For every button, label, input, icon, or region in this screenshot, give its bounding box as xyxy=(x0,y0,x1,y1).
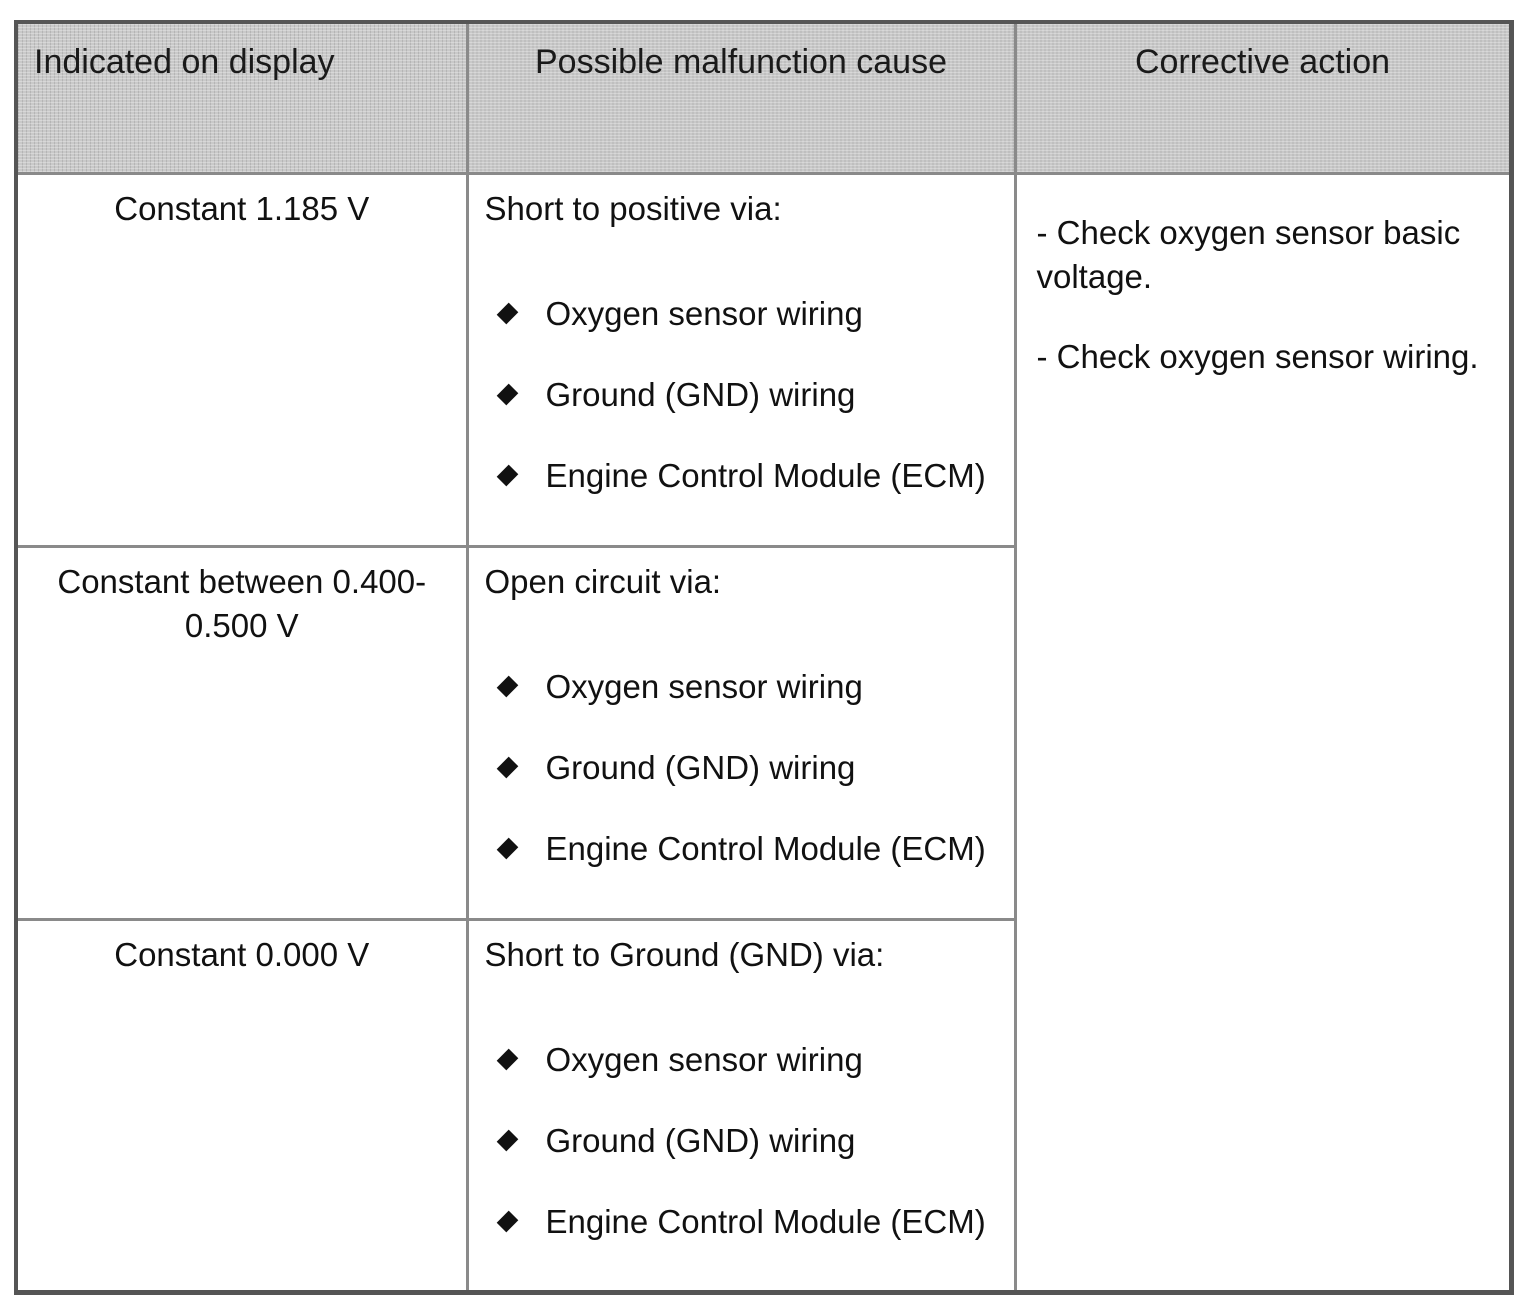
display-value: Constant between 0.400-0.500 V xyxy=(16,547,467,920)
cause-intro: Open circuit via: xyxy=(484,563,722,600)
cause-list xyxy=(485,1019,1014,1262)
cause-text: Ground (GND) wiring xyxy=(545,1121,856,1159)
table-row xyxy=(16,174,1511,547)
corrective-action-cell xyxy=(1015,174,1511,1293)
header-indicated-on-display: Indicated on display xyxy=(16,22,467,174)
diagnostic-table xyxy=(14,20,1514,1295)
list-item xyxy=(485,808,1014,889)
diamond-bullet-icon xyxy=(496,1211,518,1233)
display-value: Constant 1.185 V xyxy=(16,174,467,547)
diamond-bullet-icon xyxy=(496,838,518,860)
diamond-bullet-icon xyxy=(496,384,518,406)
diamond-bullet-icon xyxy=(496,303,518,325)
diamond-bullet-icon xyxy=(496,676,518,698)
cause-text: Oxygen sensor wiring xyxy=(545,294,863,332)
list-item xyxy=(485,1019,1014,1100)
cause-text: Ground (GND) wiring xyxy=(545,375,856,413)
list-item xyxy=(485,727,1014,808)
cause-text: Oxygen sensor wiring xyxy=(545,1040,863,1078)
header-possible-malfunction-cause: Possible malfunction cause xyxy=(467,22,1015,174)
malfunction-cause-cell xyxy=(467,174,1015,547)
malfunction-cause-cell xyxy=(467,920,1015,1293)
malfunction-cause-cell xyxy=(467,547,1015,920)
cause-list xyxy=(485,646,1014,889)
list-item xyxy=(485,1181,1014,1262)
cause-intro: Short to positive via: xyxy=(484,190,782,227)
diamond-bullet-icon xyxy=(496,465,518,487)
diamond-bullet-icon xyxy=(496,1130,518,1152)
diamond-bullet-icon xyxy=(496,757,518,779)
cause-intro: Short to Ground (GND) via: xyxy=(484,936,885,973)
list-item xyxy=(485,646,1014,727)
display-value: Constant 0.000 V xyxy=(16,920,467,1293)
cause-text: Engine Control Module (ECM) xyxy=(545,829,986,867)
header-corrective-action: Corrective action xyxy=(1015,22,1511,174)
table-header-row xyxy=(16,22,1511,174)
diamond-bullet-icon xyxy=(496,1049,518,1071)
list-item xyxy=(485,354,1014,435)
cause-text: Engine Control Module (ECM) xyxy=(545,1202,986,1240)
list-item xyxy=(485,1100,1014,1181)
cause-text: Oxygen sensor wiring xyxy=(545,667,863,705)
cause-text: Engine Control Module (ECM) xyxy=(545,456,986,494)
corrective-action-item: - Check oxygen sensor wiring. xyxy=(1036,338,1479,375)
cause-list xyxy=(485,273,1014,516)
corrective-action-item: - Check oxygen sensor basic voltage. xyxy=(1036,214,1461,295)
cause-text: Ground (GND) wiring xyxy=(545,748,856,786)
list-item xyxy=(485,435,1014,516)
list-item xyxy=(485,273,1014,354)
